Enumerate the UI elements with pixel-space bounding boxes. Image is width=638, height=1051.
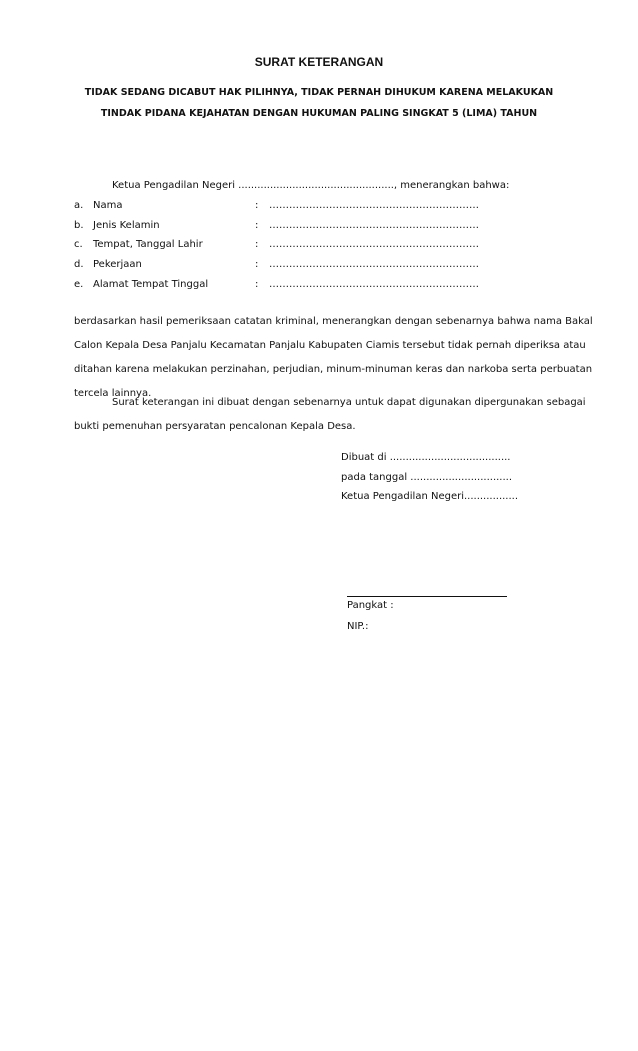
field-label: Pekerjaan	[93, 259, 142, 270]
document-title: SURAT KETERANGAN	[254, 55, 384, 69]
signature-place: Dibuat di ......................................	[341, 452, 511, 463]
field-letter: e.	[74, 279, 84, 290]
field-letter: d.	[74, 259, 84, 270]
field-blank: ………………………………………………………	[269, 279, 479, 290]
field-letter: a.	[74, 200, 84, 211]
paragraph-line: Surat keterangan ini dibuat dengan sebenarnya untuk dapat digunakan dipergunakan sebagai	[112, 397, 586, 408]
subtitle-line-1: TIDAK SEDANG DICABUT HAK PILIHNYA, TIDAK PERNAH DIHUKUM KARENA MELAKUKAN	[84, 87, 554, 98]
paragraph-line: berdasarkan hasil pemeriksaan catatan kriminal, menerangkan dengan sebenarnya bahwa nama Bakal	[74, 316, 593, 327]
signature-rank: Pangkat :	[347, 600, 394, 611]
paragraph-line: bukti pemenuhan persyaratan pencalonan Kepala Desa.	[74, 421, 356, 432]
paragraph-line: tercela lainnya.	[74, 388, 152, 399]
field-blank: ………………………………………………………	[269, 259, 479, 270]
paragraph-line: ditahan karena melakukan perzinahan, perjudian, minum-minuman keras dan narkoba serta perbuatan	[74, 364, 593, 375]
field-label: Tempat, Tanggal Lahir	[93, 239, 203, 250]
field-letter: b.	[74, 220, 84, 231]
paragraph-line: Calon Kepala Desa Panjalu Kecamatan Panjalu Kabupaten Ciamis tersebut tidak pernah diperiksa atau	[74, 340, 586, 351]
purpose-paragraph	[74, 391, 586, 439]
field-colon: :	[255, 200, 259, 211]
subtitle-line-2: TINDAK PIDANA KEJAHATAN DENGAN HUKUMAN PALING SINGKAT 5 (LIMA) TAHUN	[100, 108, 538, 119]
field-colon: :	[255, 279, 259, 290]
intro-statement: Ketua Pengadilan Negeri ................................................., menerangkan bahwa:	[112, 180, 510, 191]
field-blank: ………………………………………………………	[269, 200, 479, 211]
field-letter: c.	[74, 239, 83, 250]
field-colon: :	[255, 220, 259, 231]
field-label: Nama	[93, 200, 123, 211]
field-blank: ………………………………………………………	[269, 239, 479, 250]
field-blank: ………………………………………………………	[269, 220, 479, 231]
field-label: Jenis Kelamin	[93, 220, 160, 231]
field-colon: :	[255, 259, 259, 270]
signature-line	[347, 596, 507, 597]
signature-nip: NIP.:	[347, 621, 369, 632]
field-label: Alamat Tempat Tinggal	[93, 279, 209, 290]
field-colon: :	[255, 239, 259, 250]
signature-office: Ketua Pengadilan Negeri.................	[341, 491, 519, 502]
signature-date: pada tanggal ................................	[341, 472, 513, 483]
